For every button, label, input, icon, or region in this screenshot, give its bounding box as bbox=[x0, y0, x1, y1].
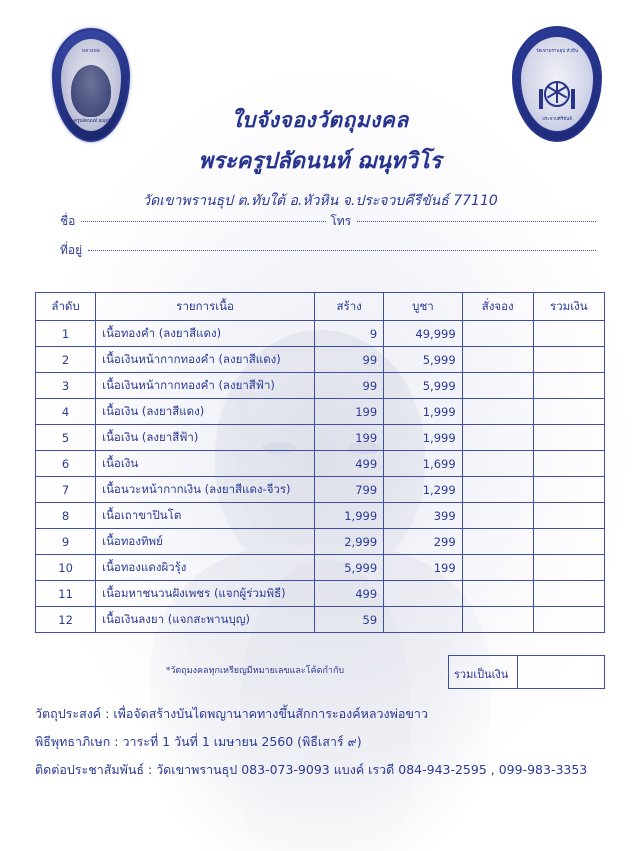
cell-order[interactable] bbox=[462, 425, 533, 451]
header-item: รายการเนื้อ bbox=[96, 293, 315, 321]
cell-order[interactable] bbox=[462, 451, 533, 477]
medallion-left-bottom-text: พระครูปลัดนนท์ ฌนุทวิโร bbox=[66, 119, 116, 124]
cell-order[interactable] bbox=[462, 347, 533, 373]
cell-no: 2 bbox=[36, 347, 96, 373]
cell-made: 199 bbox=[315, 425, 384, 451]
table-head bbox=[36, 293, 605, 321]
phone-label: โทร bbox=[330, 214, 352, 228]
cell-price: 1,999 bbox=[384, 425, 463, 451]
table-body bbox=[36, 321, 605, 633]
name-label: ชื่อ bbox=[60, 214, 76, 228]
cell-total[interactable] bbox=[533, 529, 604, 555]
cell-item: เนื้อทองแดงผิวรุ้ง bbox=[96, 555, 315, 581]
cell-no: 12 bbox=[36, 607, 96, 633]
grand-total-divider bbox=[517, 656, 518, 688]
cell-order[interactable] bbox=[462, 477, 533, 503]
cell-total[interactable] bbox=[533, 347, 604, 373]
cell-item: เนื้อเงิน (ลงยาสีฟ้า) bbox=[96, 425, 315, 451]
cell-no: 4 bbox=[36, 399, 96, 425]
cell-item: เนื้อทองทิพย์ bbox=[96, 529, 315, 555]
cell-no: 6 bbox=[36, 451, 96, 477]
cell-total[interactable] bbox=[533, 425, 604, 451]
cell-item: เนื้อมหาชนวนฝังเพชร (แจกผู้ร่วมพิธี) bbox=[96, 581, 315, 607]
cell-no: 3 bbox=[36, 373, 96, 399]
medallion-left-top-text: หลวงพ่อ bbox=[82, 49, 100, 54]
grand-total-box bbox=[448, 655, 605, 689]
cell-total[interactable] bbox=[533, 477, 604, 503]
cell-order[interactable] bbox=[462, 321, 533, 347]
document-footer bbox=[35, 700, 610, 784]
ceremony-line: พิธีพุทธาภิเษก : วาระที่ 1 วันที่ 1 เมษายน 2560 (พิธีเสาร์ ๙) bbox=[35, 734, 362, 749]
table-row bbox=[36, 503, 605, 529]
medallion-right-top-text: วัดเขาพรานธุป หัวหิน bbox=[535, 49, 579, 54]
page-title: ใบจังจองวัตถุมงคล bbox=[231, 108, 409, 132]
cell-price: 199 bbox=[384, 555, 463, 581]
cell-price: 399 bbox=[384, 503, 463, 529]
cell-price bbox=[384, 581, 463, 607]
table-row bbox=[36, 425, 605, 451]
cell-made: 9 bbox=[315, 321, 384, 347]
table-header-row bbox=[36, 293, 605, 321]
amulet-items-table bbox=[35, 292, 605, 633]
cell-price: 49,999 bbox=[384, 321, 463, 347]
cell-no: 5 bbox=[36, 425, 96, 451]
cell-item: เนื้อเงิน bbox=[96, 451, 315, 477]
cell-item: เนื้อเงินหน้ากากทองคำ (ลงยาสีฟ้า) bbox=[96, 373, 315, 399]
cell-order[interactable] bbox=[462, 503, 533, 529]
cell-item: เนื้อนวะหน้ากากเงิน (ลงยาสีแดง-จีวร) bbox=[96, 477, 315, 503]
cell-price: 299 bbox=[384, 529, 463, 555]
cell-made: 59 bbox=[315, 607, 384, 633]
cell-made: 199 bbox=[315, 399, 384, 425]
cell-order[interactable] bbox=[462, 607, 533, 633]
cell-made: 1,999 bbox=[315, 503, 384, 529]
cell-order[interactable] bbox=[462, 555, 533, 581]
cell-no: 9 bbox=[36, 529, 96, 555]
cell-no: 10 bbox=[36, 555, 96, 581]
cell-made: 99 bbox=[315, 373, 384, 399]
table-row bbox=[36, 451, 605, 477]
cell-made: 799 bbox=[315, 477, 384, 503]
address-row bbox=[60, 241, 600, 260]
cell-item: เนื้อเงินหน้ากากทองคำ (ลงยาสีแดง) bbox=[96, 347, 315, 373]
name-input[interactable] bbox=[81, 220, 326, 222]
address-label: ที่อยู่ bbox=[60, 243, 83, 257]
table-row bbox=[36, 555, 605, 581]
header-price: บูชา bbox=[384, 293, 463, 321]
table-row bbox=[36, 373, 605, 399]
cell-total[interactable] bbox=[533, 399, 604, 425]
table-row bbox=[36, 321, 605, 347]
grand-total-label: รวมเป็นเงิน bbox=[454, 668, 509, 681]
cell-price: 1,999 bbox=[384, 399, 463, 425]
dharma-wheel-icon bbox=[535, 69, 579, 109]
table-row bbox=[36, 399, 605, 425]
cell-made: 499 bbox=[315, 581, 384, 607]
cell-total[interactable] bbox=[533, 503, 604, 529]
header-order: สั่งจอง bbox=[462, 293, 533, 321]
table-row bbox=[36, 607, 605, 633]
temple-address: วัดเขาพรานธุป ต.ทับใต้ อ.หัวหิน จ.ประจวบคีรีขันธ์ 77110 bbox=[142, 193, 498, 209]
cell-made: 499 bbox=[315, 451, 384, 477]
page-subtitle: พระครูปลัดนนท์ ฌนุทวิโร bbox=[198, 149, 442, 174]
table-row bbox=[36, 581, 605, 607]
cell-item: เนื้อทองคำ (ลงยาสีแดง) bbox=[96, 321, 315, 347]
cell-made: 2,999 bbox=[315, 529, 384, 555]
table-row bbox=[36, 477, 605, 503]
table-footnote: *วัตถุมงคลทุกเหรียญมีหมายเลขและโค้ดกำกับ bbox=[165, 666, 345, 676]
cell-order[interactable] bbox=[462, 373, 533, 399]
cell-total[interactable] bbox=[533, 555, 604, 581]
header-total: รวมเงิน bbox=[533, 293, 604, 321]
address-input[interactable] bbox=[88, 249, 596, 251]
cell-item: เนื้อเถาขาปินโต bbox=[96, 503, 315, 529]
cell-total[interactable] bbox=[533, 581, 604, 607]
cell-no: 1 bbox=[36, 321, 96, 347]
cell-no: 7 bbox=[36, 477, 96, 503]
cell-item: เนื้อเงินลงยา (แจกสะพานบุญ) bbox=[96, 607, 315, 633]
document-header bbox=[0, 104, 640, 212]
header-made: สร้าง bbox=[315, 293, 384, 321]
cell-total[interactable] bbox=[533, 451, 604, 477]
cell-order[interactable] bbox=[462, 529, 533, 555]
name-phone-row bbox=[60, 212, 600, 231]
cell-total[interactable] bbox=[533, 373, 604, 399]
cell-price bbox=[384, 607, 463, 633]
cell-price: 5,999 bbox=[384, 347, 463, 373]
cell-price: 5,999 bbox=[384, 373, 463, 399]
cell-no: 8 bbox=[36, 503, 96, 529]
cell-item: เนื้อเงิน (ลงยาสีแดง) bbox=[96, 399, 315, 425]
cell-total[interactable] bbox=[533, 607, 604, 633]
cell-price: 1,299 bbox=[384, 477, 463, 503]
customer-fields bbox=[60, 212, 600, 270]
purpose-line: วัตถุประสงค์ : เพื่อจัดสร้างบันไดพญานาคทางขึ้นสักการะองค์หลวงพ่อขาว bbox=[35, 706, 428, 721]
cell-total[interactable] bbox=[533, 321, 604, 347]
cell-made: 5,999 bbox=[315, 555, 384, 581]
cell-price: 1,699 bbox=[384, 451, 463, 477]
phone-input[interactable] bbox=[357, 220, 596, 222]
header-no: ลำดับ bbox=[36, 293, 96, 321]
contact-line: ติดต่อประชาสัมพันธ์ : วัดเขาพรานธุป 083-073-9093 แบงค์ เรวดี 084-943-2595 , 099-983-3353 bbox=[35, 762, 588, 777]
cell-order[interactable] bbox=[462, 399, 533, 425]
table-row bbox=[36, 529, 605, 555]
cell-no: 11 bbox=[36, 581, 96, 607]
cell-order[interactable] bbox=[462, 581, 533, 607]
table-row bbox=[36, 347, 605, 373]
cell-made: 99 bbox=[315, 347, 384, 373]
medallion-right-bottom-text: ประจวบคีรีขันธ์ bbox=[541, 117, 573, 122]
